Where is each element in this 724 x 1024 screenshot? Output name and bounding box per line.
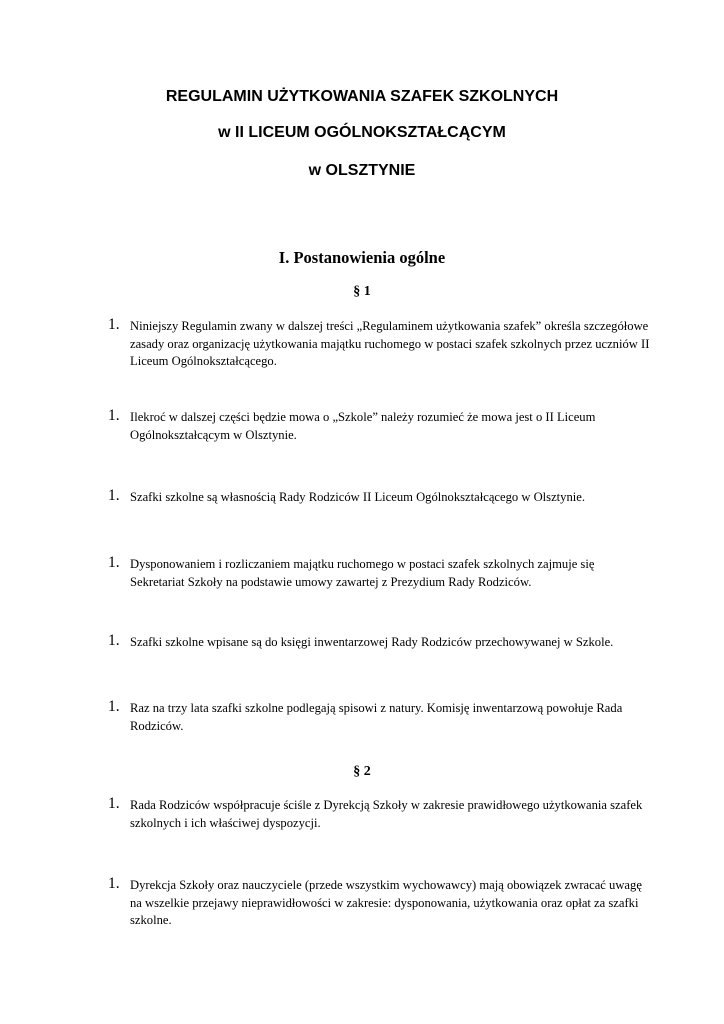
list-item-text: Raz na trzy lata szafki szkolne podlegają spisowi z natury. Komisję inwentarzową powołuje Rada Rodziców. <box>130 701 623 733</box>
document-title-line-1: REGULAMIN UŻYTKOWANIA SZAFEK SZKOLNYCH <box>165 88 559 105</box>
list-item-number: 1. <box>108 316 120 333</box>
document-title-line-3: w OLSZTYNIE <box>308 162 416 179</box>
list-item-number: 1. <box>108 407 120 424</box>
list-item-text: Szafki szkolne są własnością Rady Rodziców II Liceum Ogólnokształcącego w Olsztynie. <box>130 490 585 504</box>
list-item-text: Rada Rodziców współpracuje ściśle z Dyrekcją Szkoły w zakresie prawidłowego użytkowania szafek szkolnych i ich właściwej dyspozycji. <box>130 798 643 830</box>
list-item-number: 1. <box>108 795 120 812</box>
list-item-text: Szafki szkolne wpisane są do księgi inwentarzowej Rady Rodziców przechowywanej w Szkole. <box>130 635 614 649</box>
list-item-number: 1. <box>108 487 120 504</box>
list-item-number: 1. <box>108 554 120 571</box>
list-item-text: Dyrekcja Szkoły oraz nauczyciele (przede wszystkim wychowawcy) mają obowiązek zwracać uwagę na wszelkie przejawy nieprawidłowości w zakresie: dysponowania, użytkowania oraz opłat za szafki szkolne. <box>130 878 642 927</box>
document-title-line-2: w II LICEUM OGÓLNOKSZTAŁCĄCYM <box>218 124 506 141</box>
list-item-text: Dysponowaniem i rozliczaniem majątku ruchomego w postaci szafek szkolnych zajmuje się Sekretariat Szkoły na podstawie umowy zawartej z Prezydium Rady Rodziców. <box>130 557 595 589</box>
list-item-text: Ilekroć w dalszej części będzie mowa o „Szkole” należy rozumieć że mowa jest o II Liceum Ogólnokształcącym w Olsztynie. <box>130 410 596 442</box>
list-item-number: 1. <box>108 698 120 715</box>
list-item-number: 1. <box>108 632 120 649</box>
paragraph-sign-1: § 1 <box>353 284 371 299</box>
paragraph-sign-2: § 2 <box>353 764 371 779</box>
section-heading: I. Postanowienia ogólne <box>278 248 446 267</box>
list-item-number: 1. <box>108 875 120 892</box>
list-item-text: Niniejszy Regulamin zwany w dalszej treści „Regulaminem użytkowania szafek” określa szczegółowe zasady oraz organizację użytkowania majątku ruchomego w postaci szafek szkolnych przez uczniów II Liceum Ogólnokształcącego. <box>130 319 650 368</box>
